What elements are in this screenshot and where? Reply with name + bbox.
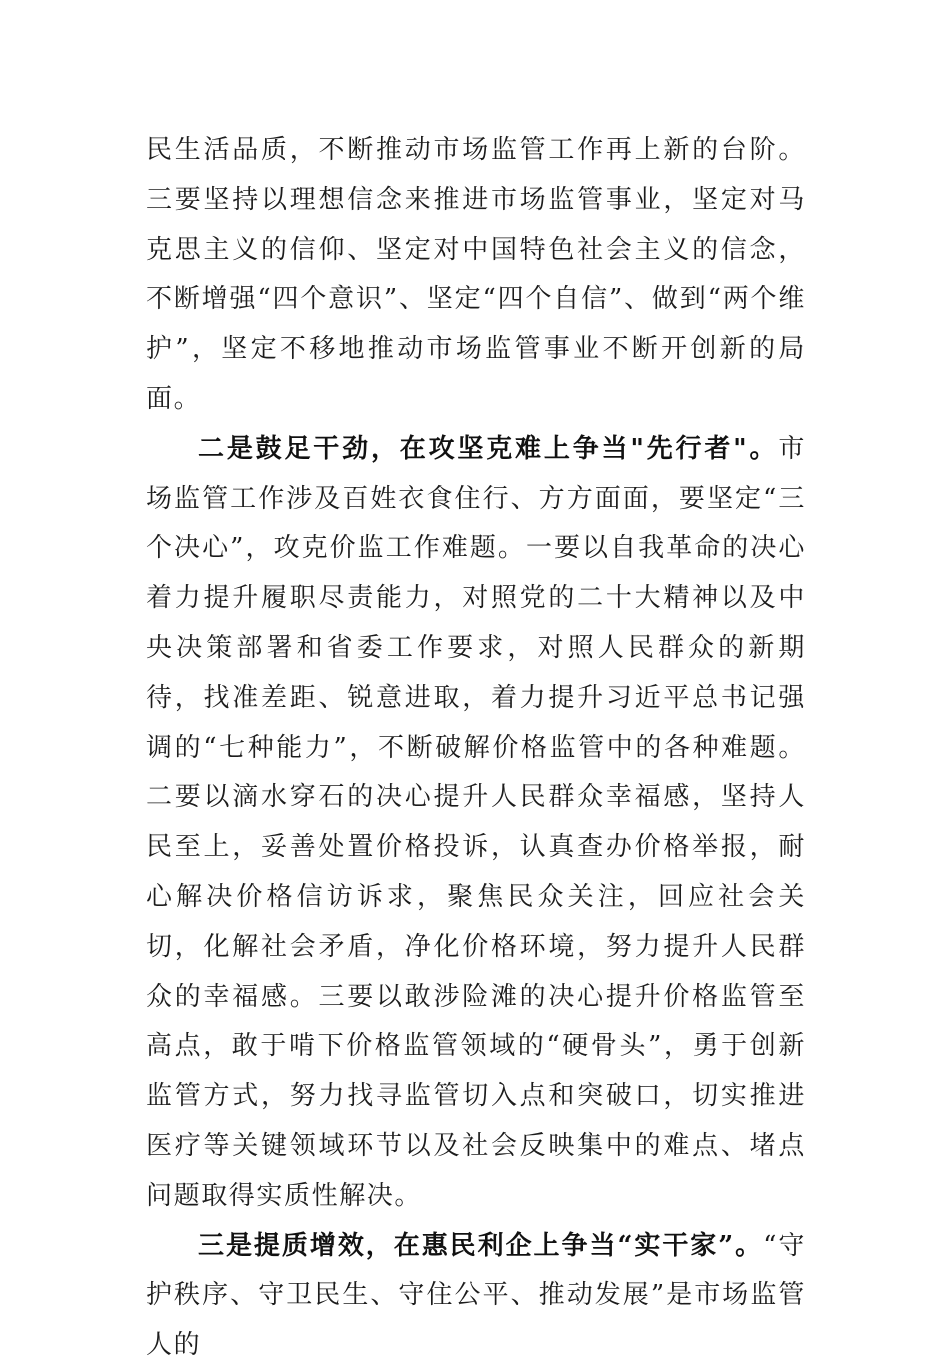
paragraph-3 xyxy=(146,1222,806,1371)
paragraph-2 xyxy=(146,425,806,1222)
paragraph-3-text: “守护秩序、守卫民生、守住公平、推动发展”是市场监管人的 xyxy=(146,1230,806,1361)
document-body xyxy=(146,126,806,1371)
paragraph-1 xyxy=(146,126,806,425)
paragraph-2-lead: 二是鼓足干劲，在攻坚克难上争当"先行者"。 xyxy=(198,433,779,464)
paragraph-1-text: 民生活品质，不断推动市场监管工作再上新的台阶。三要坚持以理想信念来推进市场监管事业，坚定对马克思主义的信仰、坚定对中国特色社会主义的信念，不断增强“四个意识”、坚定“四个自信”、做到“两个维护”，坚定不移地推动市场监管事业不断开创新的局面。 xyxy=(146,135,806,414)
paragraph-2-text: 市场监管工作涉及百姓衣食住行、方方面面，要坚定“三个决心”，攻克价监工作难题。一要以自我革命的决心着力提升履职尽责能力，对照党的二十大精神以及中央决策部署和省委工作要求，对照人民群众的新期待，找准差距、锐意进取，着力提升习近平总书记强调的“七种能力”，不断破解价格监管中的各种难题。二要以滴水穿石的决心提升人民群众幸福感，坚持人民至上，妥善处置价格投诉，认真查办价格举报，耐心解决价格信访诉求，聚焦民众关注，回应社会关切，化解社会矛盾，净化价格环境，努力提升人民群众的幸福感。三要以敢涉险滩的决心提升价格监管至高点，敢于啃下价格监管领域的“硬骨头”，勇于创新监管方式，努力找寻监管切入点和突破口，切实推进医疗等关键领域环节以及社会反映集中的难点、堵点问题取得实质性解决。 xyxy=(146,433,806,1211)
paragraph-3-lead: 三是提质增效，在惠民利企上争当“实干家”。 xyxy=(198,1230,764,1261)
